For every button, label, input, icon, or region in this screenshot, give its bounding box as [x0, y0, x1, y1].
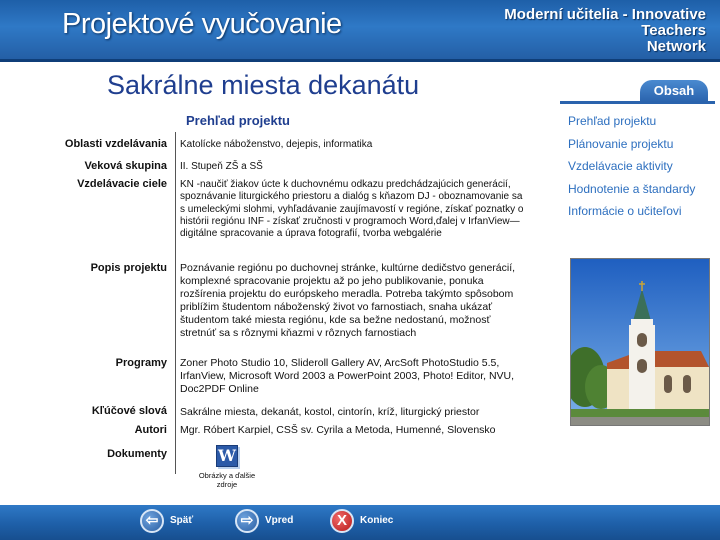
- arrow-right-icon[interactable]: ⇨: [235, 509, 259, 533]
- label-popis: Popis projektu: [90, 262, 167, 274]
- value-programy: Zoner Photo Studio 10, Slideroll Gallery AV, ArcSoft PhotoStudio 5.5, IrfanView, Microsoft Word 2003 a PowerPoint 2003, Photo! Editor, NVU, Doc2PDF Online: [180, 357, 515, 395]
- header-banner: [0, 0, 720, 62]
- sidebar-item-ucitel[interactable]: Informácie o učiteľovi: [568, 204, 682, 218]
- value-klucove: Sakrálne miesta, dekanát, kostol, cintorín, kríž, liturgický priestor: [180, 406, 480, 418]
- back-label[interactable]: Späť: [170, 515, 194, 526]
- app-title: Projektové vyučovanie: [62, 8, 342, 40]
- sidebar-nav: [568, 110, 718, 223]
- arrow-left-icon[interactable]: ⇦: [140, 509, 164, 533]
- obsah-tab: Obsah: [640, 80, 708, 102]
- obsah-underline: [560, 101, 715, 104]
- network-line-2: Teachers: [641, 22, 706, 39]
- back-button[interactable]: [140, 509, 210, 533]
- network-line-1: Moderní učitelia - Innovative: [504, 6, 706, 23]
- sidebar-item-planovanie[interactable]: Plánovanie projektu: [568, 136, 674, 151]
- label-programy: Programy: [115, 357, 167, 369]
- document-label: Obrázky a ďalšie zdroje: [198, 471, 256, 489]
- close-button[interactable]: [330, 509, 410, 533]
- church-photo: [570, 258, 710, 426]
- label-ciele: Vzdelávacie ciele: [77, 178, 167, 190]
- label-vekova: Veková skupina: [84, 160, 167, 172]
- content-divider: [175, 132, 176, 474]
- forward-label[interactable]: Vpred: [265, 515, 294, 526]
- value-autori: Mgr. Róbert Karpiel, CSŠ sv. Cyrila a Metoda, Humenné, Slovensko: [180, 424, 496, 436]
- sidebar-item-prehlad[interactable]: Prehľad projektu: [568, 114, 657, 128]
- network-logo-text: [446, 7, 706, 55]
- forward-button[interactable]: [235, 509, 305, 533]
- section-title: Prehľad projektu: [186, 113, 290, 128]
- label-autori: Autori: [134, 424, 167, 436]
- network-line-3: Network: [646, 38, 706, 55]
- label-klucove: Kľúčové slová: [91, 405, 167, 417]
- label-oblasti: Oblasti vzdelávania: [64, 138, 167, 150]
- document-link[interactable]: [196, 445, 258, 489]
- value-popis: Poznávanie regiónu po duchovnej stránke, kultúrne dedičstvo generácií, komplexné spracovanie projektu až po jeho publikovanie, ponuka rozšírenia projektu do európskeho meradla. Potreba takýmto spôsobom priblížim študentom náboženský život vo farnostiach, snaha ukázať študentom také miesta regiónu, kde sa bežne nedostanú, možnosť stretnúť sa s rôznymi kňazmi v rôznych farnostiach: [180, 262, 516, 339]
- sidebar-item-hodnotenie[interactable]: Hodnotenie a štandardy: [568, 181, 696, 196]
- value-oblasti: Katolícke náboženstvo, dejepis, informatika: [180, 139, 373, 150]
- label-dokumenty: Dokumenty: [107, 448, 167, 460]
- sidebar-item-aktivity[interactable]: Vzdelávacie aktivity: [568, 159, 673, 173]
- value-ciele: KN -naučiť žiakov úcte k duchovnému odkazu predchádzajúcich generácií, spoznávanie liturgického priestoru a dialóg s kňazom DJ - oboznamovanie sa s umeleckými slohmi, vyhľadávanie zaujímavostí v regióne, získať poznatky o histórii regiónu INF - získať zručnosti v programoch Word,ďalej v IrfanView— digitálne spracovanie a úprava fotografií, tvorba webgalérie: [180, 179, 524, 240]
- word-document-icon[interactable]: W: [216, 445, 238, 467]
- church-illustration: [571, 259, 710, 426]
- close-label[interactable]: Koniec: [360, 515, 394, 526]
- page-title: Sakrálne miesta dekanátu: [107, 70, 420, 100]
- close-icon[interactable]: X: [330, 509, 354, 533]
- value-vekova: II. Stupeň ZŠ a SŠ: [180, 161, 263, 172]
